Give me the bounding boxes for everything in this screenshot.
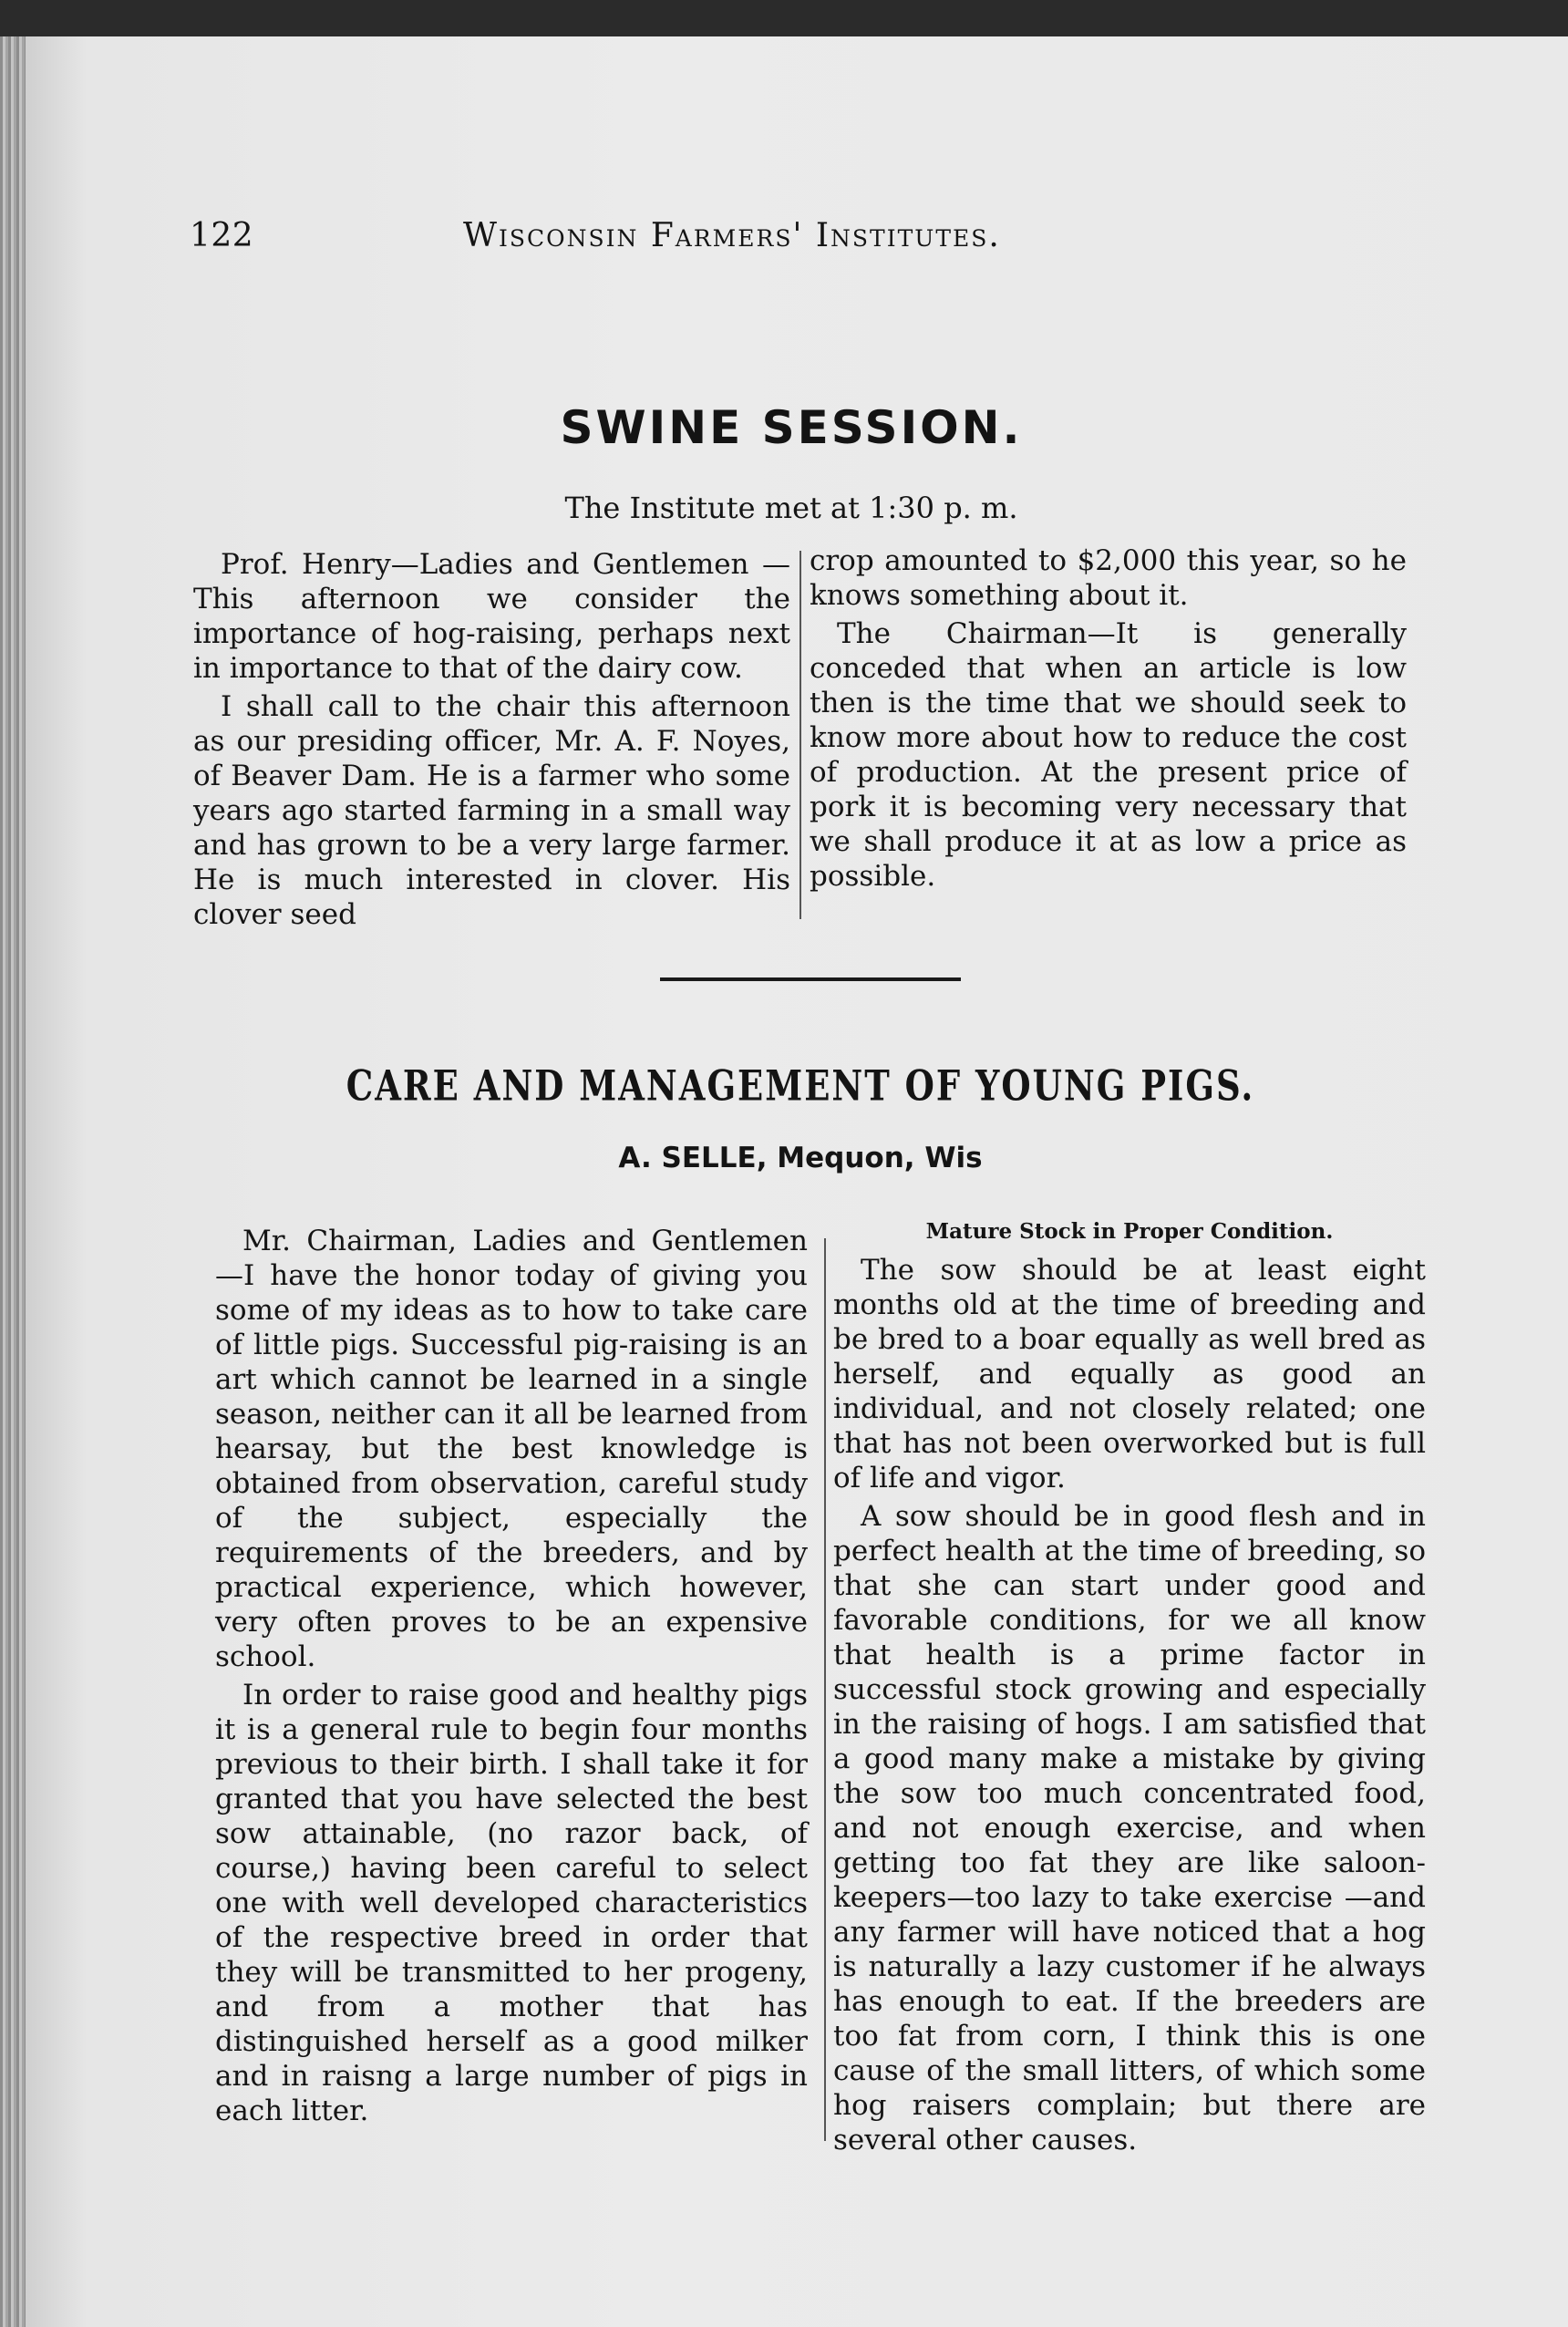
column-divider bbox=[824, 1238, 826, 2141]
paragraph: A sow should be in good flesh and in perfect health at the time of breeding, so that she can start under good and favorable conditions, for we all know that health is a prime factor in successful stock growing and especially in the raising of hogs. I am satisfied that a good many make a mistake by giving the sow too much concentrated food, and not enough exercise, and when getting too fat they are like saloon-keepers—too lazy to take exercise —and any farmer will have noticed that a hog is naturally a lazy customer if he always has enough to eat. If the breeders are too fat from corn, I think this is one cause of the small litters, of which some hog raisers complain; but there are several other causes. bbox=[833, 1500, 1426, 2156]
paragraph: In order to raise good and healthy pigs it is a general rule to begin four months previous to their birth. I shall take it for granted that you have selected the best sow attainable, (no razor back, of course,) having been careful to select one with well developed characteristics of the respective breed in order that they will be transmitted to her progeny, and from a mother that has distinguished herself as a good milker and in raisng a large number of pigs in each litter. bbox=[215, 1679, 808, 2127]
paragraph: The Chairman—It is generally conceded that when an article is low then is the time that we should seek to know more about how to reduce the cost of production. At the present price of pork it is becoming very necessary that we shall produce it at as low a price as possible. bbox=[810, 617, 1407, 893]
section-subheading: Mature Stock in Proper Condition. bbox=[925, 1219, 1334, 1244]
page-number: 122 bbox=[190, 217, 254, 254]
meeting-note: The Institute met at 1:30 p. m. bbox=[564, 491, 1018, 525]
swine-right-column bbox=[810, 543, 1407, 894]
page-header bbox=[190, 217, 1119, 263]
paragraph: Prof. Henry—Ladies and Gentlemen —This afternoon we consider the importance of hog-raising, perhaps next in importance to that of the dairy cow. bbox=[193, 548, 790, 685]
article-left-column bbox=[215, 1224, 808, 2128]
swine-session-title: SWINE SESSION. bbox=[560, 401, 1023, 454]
article-title: CARE AND MANAGEMENT OF YOUNG PIGS. bbox=[346, 1060, 1255, 1111]
column-divider bbox=[799, 551, 801, 919]
paragraph: crop amounted to $2,000 this year, so he knows something about it. bbox=[810, 544, 1407, 612]
article-right-column bbox=[833, 1218, 1426, 2157]
paragraph: I shall call to the chair this afternoon as our presiding officer, Mr. A. F. Noyes, of Beaver Dam. He is a farmer who some years ago started farming in a small way and has grown to be a very large farmer. He is much interested in clover. His clover seed bbox=[193, 690, 790, 931]
paragraph: Mr. Chairman, Ladies and Gentlemen—I have the honor today of giving you some of my ideas as to how to take care of little pigs. Successful pig-raising is an art which cannot be learned in a single season, neither can it all be learned from hearsay, but the best knowledge is obtained from observation, careful study of the subject, especially the requirements of the breeders, and by practical experience, which however, very often proves to be an expensive school. bbox=[215, 1225, 808, 1673]
article-byline: A. SELLE, Mequon, Wis bbox=[618, 1142, 983, 1174]
section-divider bbox=[660, 977, 961, 981]
running-head: Wisconsin Farmers' Institutes. bbox=[463, 217, 1001, 254]
swine-left-column bbox=[193, 547, 790, 932]
paragraph: The sow should be at least eight months old at the time of breeding and be bred to a boar equally as well bred as herself, and equally as good an individual, and not closely related; one that has not been overworked but is full of life and vigor. bbox=[833, 1254, 1426, 1494]
